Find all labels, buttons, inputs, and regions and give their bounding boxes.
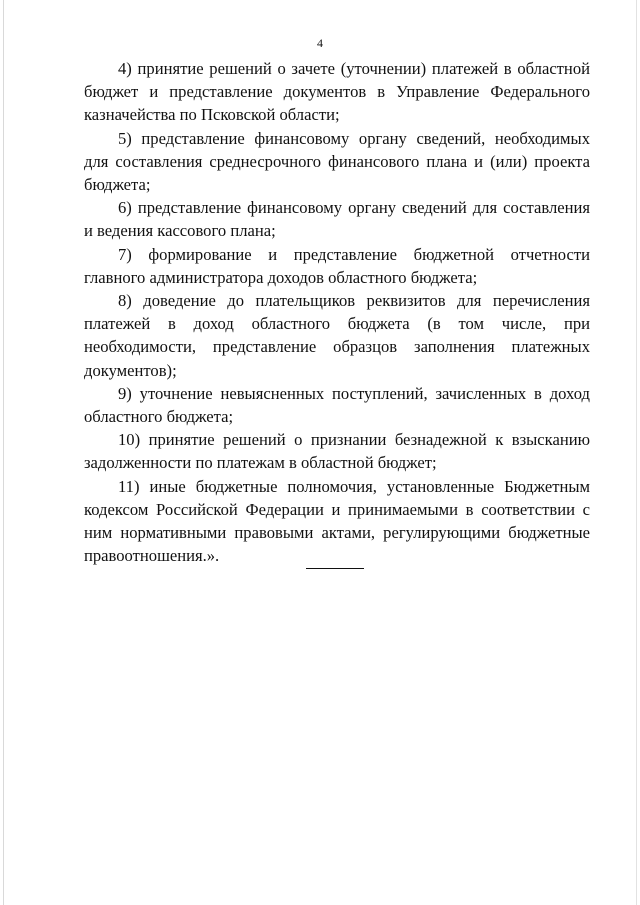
list-item-9: 9) уточнение невыясненных поступлений, зачисленных в доход областного бюджета; bbox=[84, 383, 590, 427]
list-item-8: 8) доведение до плательщиков реквизитов для перечисления платежей в доход областного бюджета (в том числе, при необходимости, представление образцов заполнения платежных документов); bbox=[84, 291, 590, 380]
end-of-document-rule bbox=[306, 568, 364, 569]
document-body bbox=[84, 57, 590, 567]
list-item-11: 11) иные бюджетные полномочия, установленные Бюджетным кодексом Российской Федерации и принимаемыми в соответствии с ним нормативными правовыми актами, регулирующими бюджетные правоотношения.». bbox=[84, 476, 590, 566]
scan-edge-left bbox=[3, 0, 4, 905]
list-item-5: 5) представление финансовому органу сведений, необходимых для составления среднесрочного финансового плана и (или) проекта бюджета; bbox=[84, 128, 590, 195]
list-item-4: 4) принятие решений о зачете (уточнении) платежей в областной бюджет и представление документов в Управление Федерального казначейства по Псковской области; bbox=[84, 59, 590, 125]
list-item-10: 10) принятие решений о признании безнадежной к взысканию задолженности по платежам в областной бюджет; bbox=[84, 430, 590, 473]
scan-edge-right bbox=[636, 0, 637, 905]
list-item-6: 6) представление финансовому органу сведений для составления и ведения кассового плана; bbox=[84, 198, 590, 241]
page-number: 4 bbox=[317, 36, 323, 50]
list-item-7: 7) формирование и представление бюджетной отчетности главного администратора доходов областного бюджета; bbox=[84, 244, 590, 287]
